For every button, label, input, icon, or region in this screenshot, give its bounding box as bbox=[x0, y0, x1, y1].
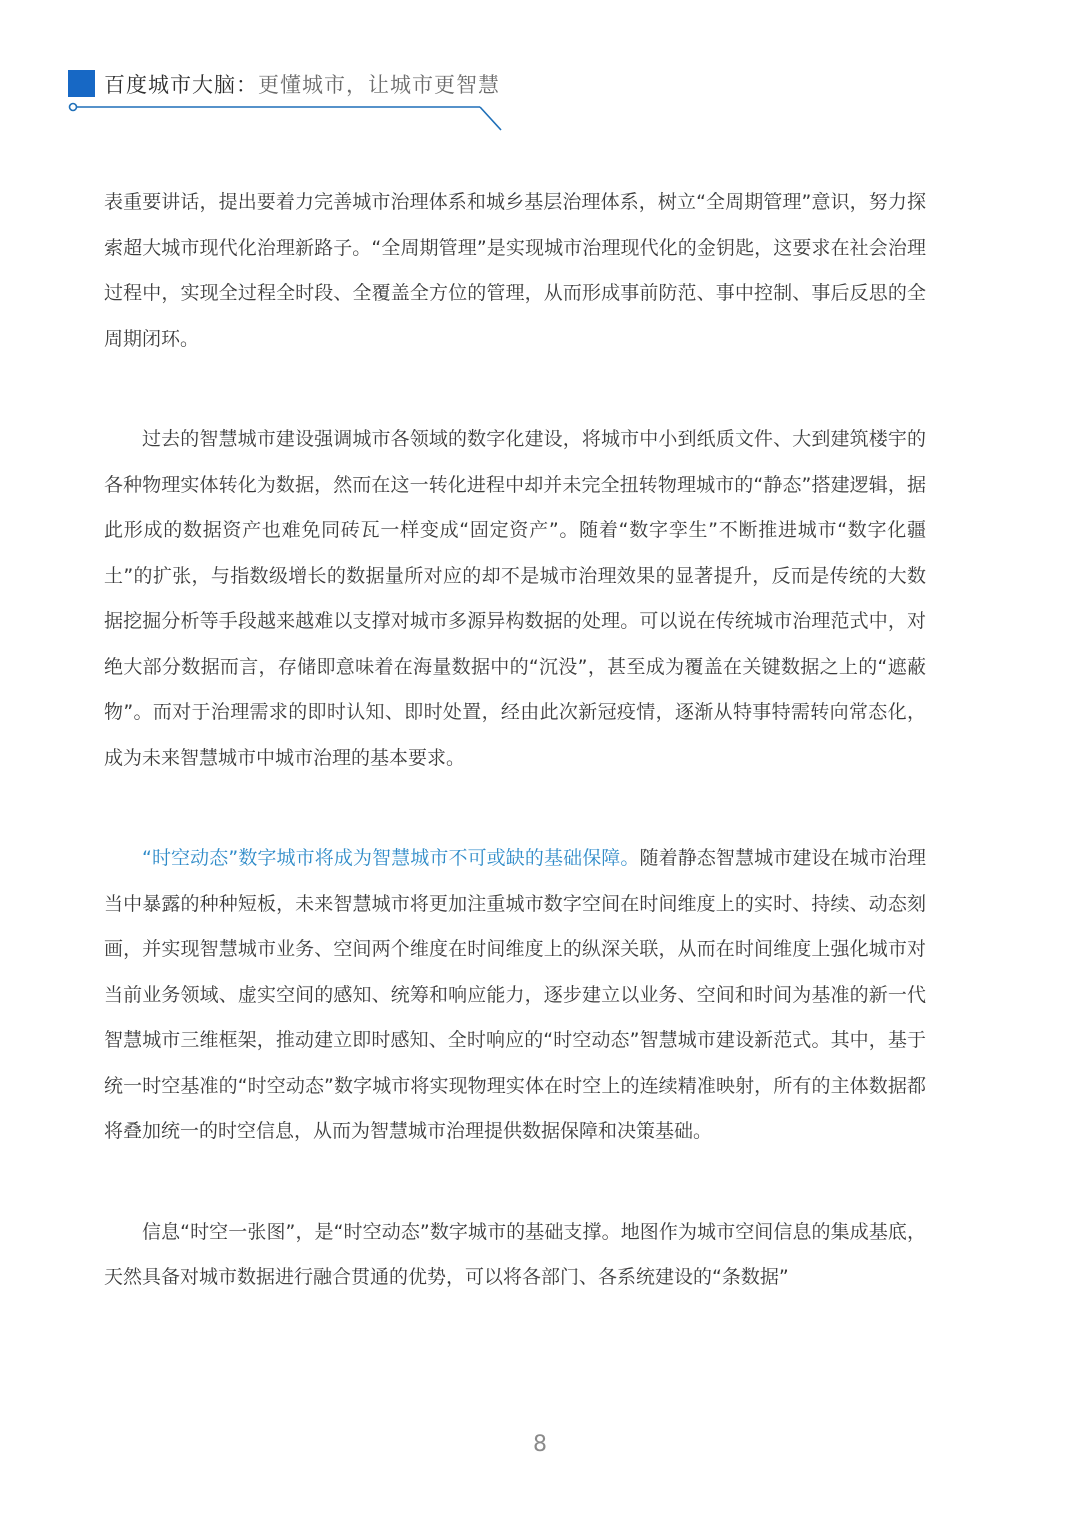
page-number: 8 bbox=[533, 1432, 547, 1457]
page-header bbox=[0, 0, 1080, 140]
header-title-sub: 更懂城市，让城市更智慧 bbox=[258, 73, 500, 97]
highlight-sentence: “时空动态”数字城市将成为智慧城市不可或缺的基础保障。 bbox=[142, 847, 640, 869]
header-title-main: 百度城市大脑： bbox=[104, 73, 258, 97]
paragraph-spatiotemporal bbox=[104, 836, 926, 1155]
article-body bbox=[104, 180, 926, 1356]
paragraph-one-map: 信息“时空一张图”，是“时空动态”数字城市的基础支撑。地图作为城市空间信息的集成基底，天然具备对城市数据进行融合贯通的优势，可以将各部门、各系统建设的“条数据” bbox=[104, 1220, 926, 1288]
paragraph-digital-transformation: 过去的智慧城市建设强调城市各领域的数字化建设，将城市中小到纸质文件、大到建筑楼宇的各种物理实体转化为数据，然而在这一转化进程中却并未完全扭转物理城市的“静态”搭建逻辑，据此形成的数据资产也难免同砖瓦一样变成“固定资产”。随着“数字孪生”不断推进城市“数字化疆土”的扩张，与指数级增长的数据量所对应的却不是城市治理效果的显著提升，反而是传统的大数据挖掘分析等手段越来越难以支撑对城市多源异构数据的处理。可以说在传统城市治理范式中，对绝大部分数据而言，存储即意味着在海量数据中的“沉没”，甚至成为覆盖在关键数据之上的“遮蔽物”。而对于治理需求的即时认知、即时处置，经由此次新冠疫情，逐渐从特事特需转向常态化，成为未来智慧城市中城市治理的基本要求。 bbox=[104, 428, 926, 769]
paragraph-continued: 表重要讲话，提出要着力完善城市治理体系和城乡基层治理体系，树立“全周期管理”意识，努力探索超大城市现代化治理新路子。“全周期管理”是实现城市治理现代化的金钥匙，这要求在社会治理过程中，实现全过程全时段、全覆盖全方位的管理，从而形成事前防范、事中控制、事后反思的全周期闭环。 bbox=[104, 191, 926, 350]
header-rule-line bbox=[0, 0, 1080, 140]
paragraph-spatiotemporal-text: 随着静态智慧城市建设在城市治理当中暴露的种种短板，未来智慧城市将更加注重城市数字空间在时间维度上的实时、持续、动态刻画，并实现智慧城市业务、空间两个维度在时间维度上的纵深关联，从而在时间维度上强化城市对当前业务领域、虚实空间的感知、统筹和响应能力，逐步建立以业务、空间和时间为基准的新一代智慧城市三维框架，推动建立即时感知、全时响应的“时空动态”智慧城市建设新范式。其中，基于统一时空基准的“时空动态”数字城市将实现物理实体在时空上的连续精准映射，所有的主体数据都将叠加统一的时空信息，从而为智慧城市治理提供数据保障和决策基础。 bbox=[104, 847, 926, 1142]
